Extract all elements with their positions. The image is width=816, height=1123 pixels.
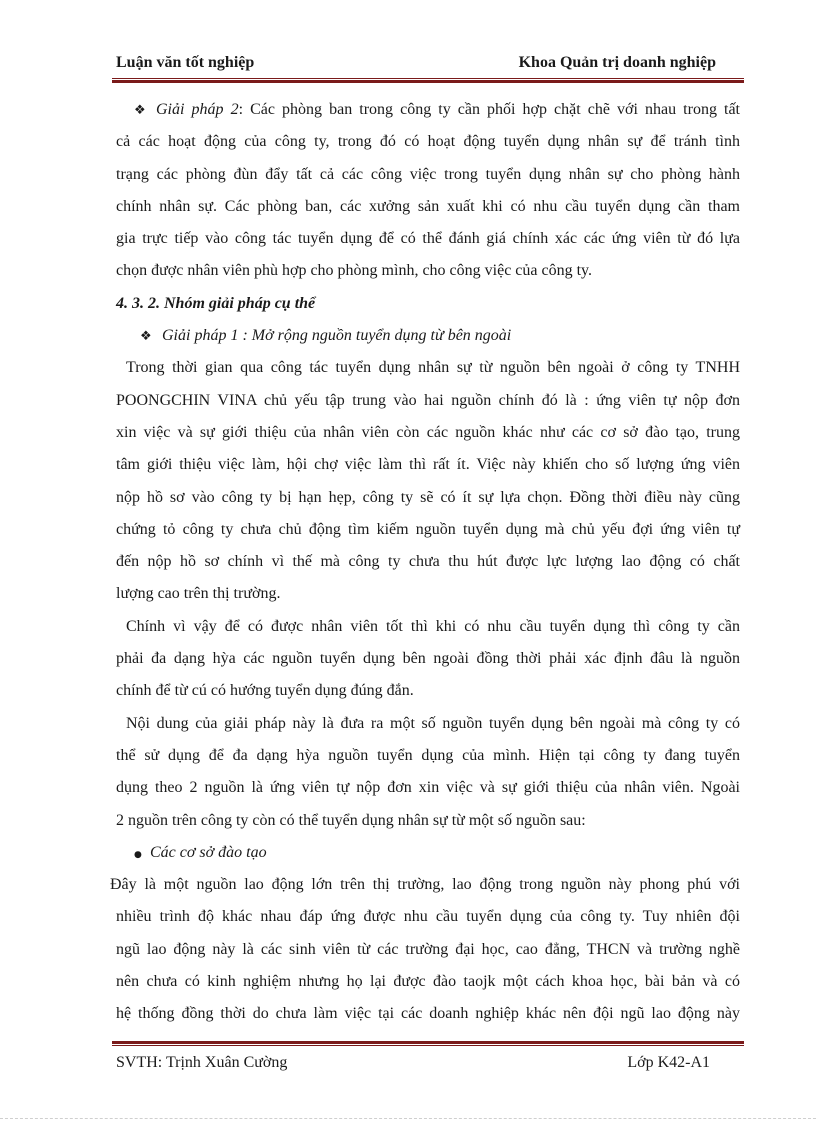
page-body xyxy=(110,94,740,1031)
page-header xyxy=(112,52,744,76)
page-footer xyxy=(112,1052,744,1076)
paragraph-line: trạng các phòng đùn đẩy tất cả các công việc trong tuyển dụng nhân sự cho phòng hành xyxy=(116,165,740,183)
header-faculty: Khoa Quản trị doanh nghiệp xyxy=(518,54,716,71)
paragraph-line: tâm giới thiệu việc làm, hội chợ việc làm thì rất ít. Việc này khiến cho số lượng ứng viên xyxy=(116,456,740,474)
paragraph-line: chính để từ cú có hướng tuyển dụng đúng đắn. xyxy=(116,682,414,700)
paragraph-line: phải đa dạng hỳa các nguồn tuyển dụng bên ngoài đồng thời phải xác định đâu là nguồn xyxy=(116,650,740,668)
paragraph-line: lượng cao trên thị trường. xyxy=(116,585,281,603)
paragraph-line: xin việc và sự giới thiệu của nhân viên còn các nguồn khác như các cơ sở đào tạo, trung xyxy=(116,423,740,441)
paragraph-line: nên chưa có kinh nghiệm nhưng họ lại được đào taojk một cách khoa học, bài bản và có xyxy=(116,973,740,991)
paragraph-line: hệ thống đồng thời do chưa làm việc tại các doanh nghiệp khác nên đội ngũ lao động này xyxy=(116,1005,740,1023)
paragraph-line: nộp hồ sơ vào công ty bị hạn hẹp, công ty sẽ có ít sự lựa chọn. Đồng thời điều này cũng xyxy=(116,488,740,506)
paragraph-text: : Các phòng ban trong công ty cần phối hợp chặt chẽ với nhau trong tất xyxy=(238,101,740,118)
footer-class: Lớp K42-A1 xyxy=(627,1054,710,1071)
solution-label: Giải pháp 2 xyxy=(156,101,239,118)
header-rule xyxy=(112,78,744,83)
bullet-item xyxy=(116,837,740,869)
paragraph-line: thể sử dụng để đa dạng hỳa nguồn tuyển dụng của mình. Hiện tại công ty đang tuyển xyxy=(116,746,740,764)
paragraph-line: chọn được nhân viên phù hợp cho phòng mình, cho công việc của công ty. xyxy=(116,262,592,280)
paragraph-line: nhiều trình độ khác nhau đáp ứng được nhu cầu tuyển dụng của công ty. Tuy nhiên đội xyxy=(116,908,740,926)
subsection-title: Giải pháp 1 : Mở rộng nguồn tuyển dụng từ bên ngoài xyxy=(162,327,512,345)
paragraph-line: gia trực tiếp vào công tác tuyển dụng để có thể đánh giá chính xác các ứng viên từ đó lựa xyxy=(116,230,740,248)
paragraph-line: Đây là một nguồn lao động lớn trên thị trường, lao động trong nguồn này phong phú với xyxy=(110,876,740,894)
paragraph-line: cả các hoạt động của công ty, trong đó có hoạt động tuyển dụng nhân sự để tránh tình xyxy=(116,133,740,151)
paragraph-line: dụng theo 2 nguồn là ứng viên tự nộp đơn xin việc và sự giới thiệu của nhân viên. Ngoài xyxy=(116,779,740,797)
header-thesis-title: Luận văn tốt nghiệp xyxy=(116,54,255,71)
footer-rule xyxy=(112,1041,744,1046)
paragraph-line: Trong thời gian qua công tác tuyển dụng nhân sự từ nguồn bên ngoài ở công ty TNHH xyxy=(126,359,740,377)
paragraph-line: Chính vì vậy để có được nhân viên tốt thì khi có nhu cầu tuyển dụng thì công ty cần xyxy=(126,617,740,635)
diamond-bullet-icon: ❖ xyxy=(140,329,152,345)
paragraph-line: chính nhân sự. Các phòng ban, các xưởng sản xuất khi có nhu cầu tuyển dụng cần tham xyxy=(116,197,740,215)
footer-student: SVTH: Trịnh Xuân Cường xyxy=(116,1054,288,1071)
paragraph-line: chứng tỏ công ty chưa chủ động tìm kiếm nguồn tuyển dụng mà chủ yếu đợi ứng viên tự xyxy=(116,520,740,538)
section-heading: 4. 3. 2. Nhóm giải pháp cụ thể xyxy=(116,294,316,312)
dot-bullet-icon: ● xyxy=(134,849,142,860)
diamond-bullet-icon: ❖ xyxy=(134,103,146,118)
paragraph-line: 2 nguồn trên công ty còn có thể tuyển dụng nhân sự từ một số nguồn sau: xyxy=(116,811,586,829)
paragraph-line: POONGCHIN VINA chủ yếu tập trung vào hai nguồn chính đó là : ứng viên tự nộp đơn xyxy=(116,391,740,409)
paragraph-line: ngũ lao động này là các sinh viên từ các trường đại học, cao đẳng, THCN và trường nghề xyxy=(116,940,740,958)
page-boundary-divider xyxy=(0,1118,816,1119)
subsection-heading xyxy=(116,320,740,352)
bullet-text: Các cơ sở đào tạo xyxy=(150,843,267,861)
paragraph-line: đến nộp hồ sơ chính vì thế mà công ty chưa thu hút được lực lượng lao động có chất xyxy=(116,553,740,571)
paragraph-line xyxy=(116,94,740,126)
paragraph-line: Nội dung của giải pháp này là đưa ra một số nguồn tuyển dụng bên ngoài mà công ty có xyxy=(126,714,740,732)
